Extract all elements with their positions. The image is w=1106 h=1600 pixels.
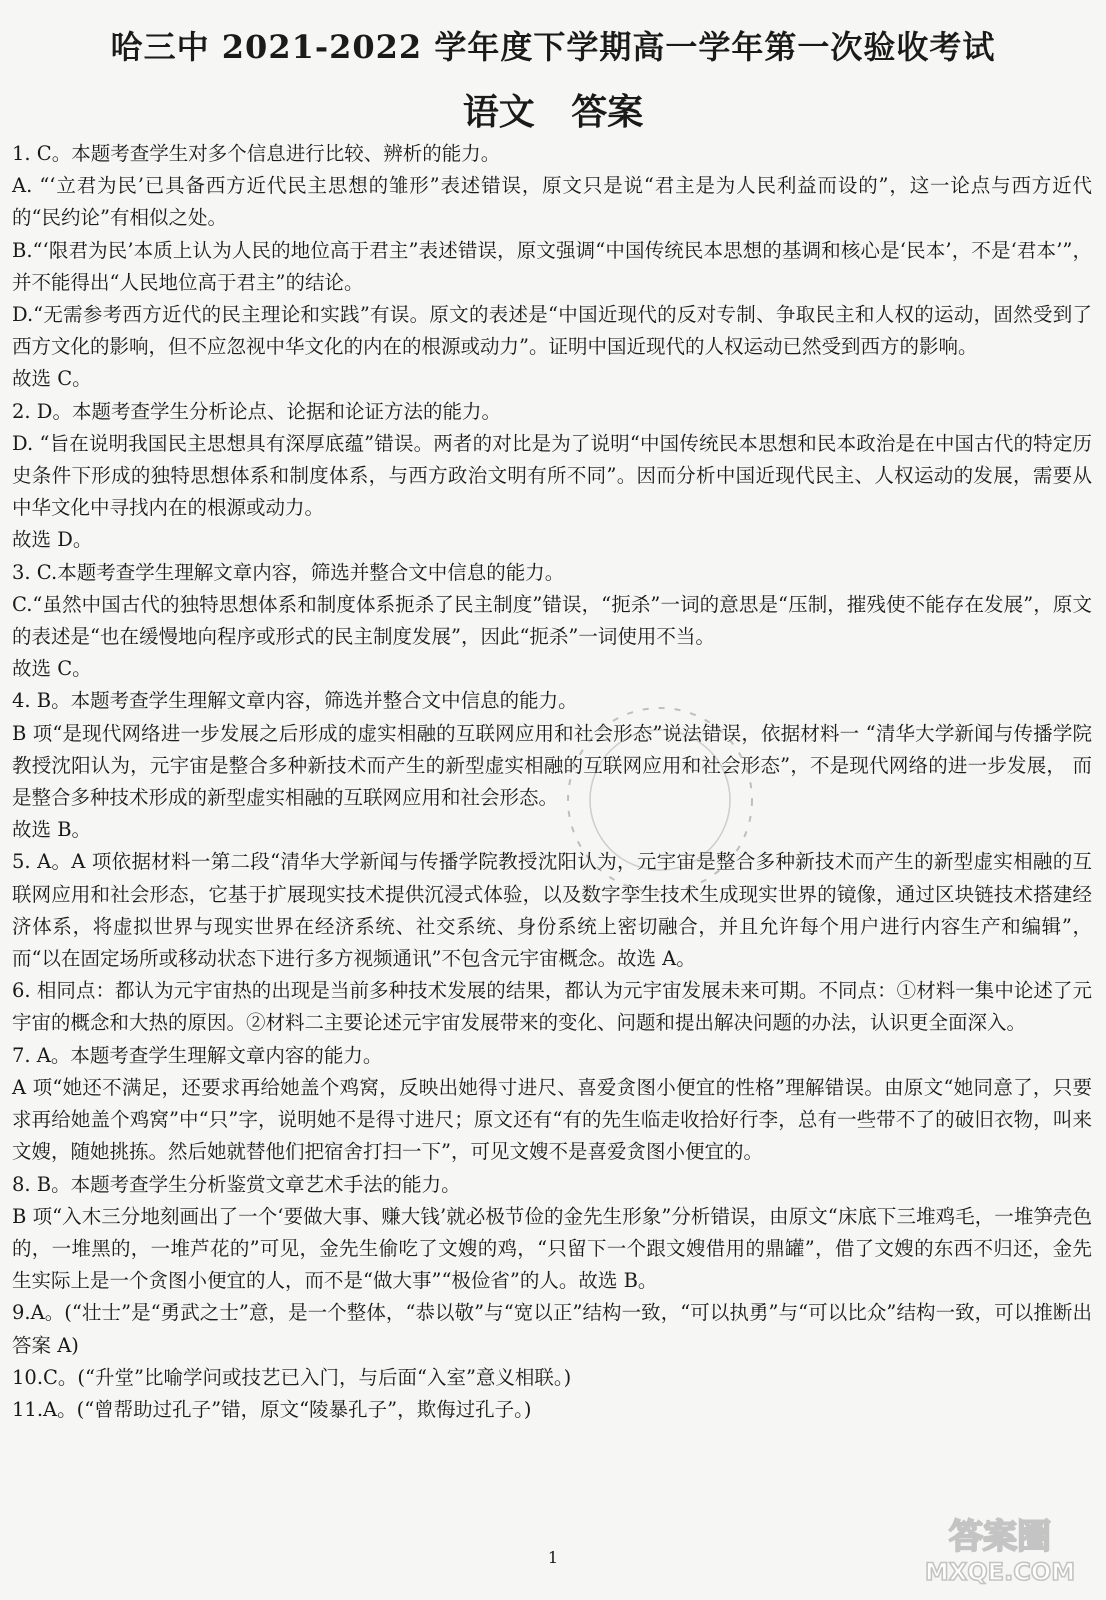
answer-line: 3. C.本题考查学生理解文章内容，筛选并整合文中信息的能力。	[12, 560, 565, 584]
answer-line: 故选 C。	[12, 657, 92, 681]
answer-line: 6. 相同点：都认为元宇宙热的出现是当前多种技术发展的结果，都认为元宇宙发展未来可期。不同点：①材料一集中论述了元宇宙的概念和大热的原因。②材料二主要论述元宇宙发展带来的变化、问题和提出解决问题的办法，认识更全面深入。	[12, 979, 1092, 1035]
page-number: 1	[547, 1548, 559, 1567]
answer-line: 4. B。本题考查学生理解文章内容，筛选并整合文中信息的能力。	[12, 689, 578, 713]
answer-line: 9.A。(“壮士”是“勇武之士”意，是一个整体，“恭以敬”与“宽以正”结构一致，“可以执勇”与“可以比众”结构一致，可以推断出答案 A)	[12, 1301, 1092, 1357]
answer-line: 故选 B。	[12, 818, 92, 842]
answer-line: 1. C。本题考查学生对多个信息进行比较、辨析的能力。	[12, 142, 501, 165]
answer-line: 2. D。本题考查学生分析论点、论据和论证方法的能力。	[12, 399, 501, 423]
answer-line: 5. A。A 项依据材料一第二段“清华大学新闻与传播学院教授沈阳认为，元宇宙是整合多种新技术而产生的新型虚实相融的互联网应用和社会形态，它基于扩展现实技术提供沉浸式体验，以及数字孪生技术生成现实世界的镜像，通过区块链技术搭建经济体系，将虚拟世界与现实世界在经济系统、社交系统、身份系统上密切融合，并且允许每个用户进行内容生产和编辑”，而“以在固定场所或移动状态下进行多方视频通讯”不包含元宇宙概念。故选 A。	[12, 850, 1092, 971]
page-title: 哈三中 2021-2022 学年度下学期高一学年第一次验收考试	[110, 28, 996, 66]
answer-line: 故选 C。	[12, 367, 92, 391]
answer-line: 10.C。(“升堂”比喻学问或技艺已入门，与后面“入室”意义相联。)	[12, 1365, 572, 1389]
answer-line: A. “‘立君为民’已具备西方近代民主思想的雏形”表述错误，原文只是说“君主是为人民利益而设的”，这一论点与西方近代的“民约论”有相似之处。	[12, 174, 1092, 230]
answer-line: 8. B。本题考查学生分析鉴赏文章艺术手法的能力。	[12, 1172, 461, 1196]
answer-line: C.“虽然中国古代的独特思想体系和制度体系扼杀了民主制度”错误，“扼杀”一词的意思是“压制，摧残使不能存在发展”，原文的表述是“也在缓慢地向程序或形式的民主制度发展”，因此“扼杀”一词使用不当。	[12, 592, 1092, 649]
answer-line: A 项“她还不满足，还要求再给她盖个鸡窝，反映出她得寸进尺、喜爱贪图小便宜的性格”理解错误。由原文“她同意了，只要求再给她盖个鸡窝”中“只”字，说明她不是得寸进尺；原文还有“有的先生临走收拾好行李，总有一些带不了的破旧衣物，叫来文嫂，随她挑拣。然后她就替他们把宿舍打扫一下”，可见文嫂不是喜爱贪图小便宜的。	[12, 1075, 1092, 1164]
page-subtitle: 语文 答案	[462, 91, 644, 133]
answer-line: 7. A。本题考查学生理解文章内容的能力。	[12, 1043, 383, 1067]
answer-line: D.“无需参考西方近代的民主理论和实践”有误。原文的表述是“中国近现代的反对专制、争取民主和人权的运动，固然受到了西方文化的影响，但不应忽视中华文化的内在的根源或动力”。证明中国近现代的人权运动已然受到西方的影响。	[12, 303, 1092, 359]
answer-line: 故选 D。	[12, 528, 93, 552]
site-logo	[904, 1506, 1084, 1586]
answer-line: D. “旨在说明我国民主思想具有深厚底蕴”错误。两者的对比是为了说明“中国传统民本思想和民本政治是在中国古代的特定历史条件下形成的独特思想体系和制度体系，与西方政治文明有所不同”。因而分析中国近现代民主、人权运动的发展，需要从中华文化中寻找内在的根源或动力。	[12, 431, 1092, 520]
logo-text-top: 答案圈	[949, 1517, 1051, 1557]
answer-line: B 项“是现代网络进一步发展之后形成的虚实相融的互联网应用和社会形态”说法错误，依据材料一 “清华大学新闻与传播学院教授沈阳认为，元宇宙是整合多种新技术而产生的新型虚实相融的互联网应用和社会形态”，不是现代网络的进一步发展， 而是整合多种技术形成的新型虚实相融的互联网应用和社会形态。	[12, 721, 1092, 810]
logo-text-bottom: MXQE.COM	[924, 1558, 1076, 1586]
answer-line: B.“‘限君为民’本质上认为人民的地位高于君主”表述错误，原文强调“中国传统民本思想的基调和核心是‘民本’，不是‘君本’”，并不能得出“人民地位高于君主”的结论。	[12, 238, 1092, 294]
answer-line: B 项“入木三分地刻画出了一个‘要做大事、赚大钱’就必极节俭的金先生形象”分析错误，由原文“床底下三堆鸡毛，一堆笋壳色的，一堆黑的，一堆芦花的”可见，金先生偷吃了文嫂的鸡，“只留下一个跟文嫂借用的鼎罐”，借了文嫂的东西不归还，金先生实际上是一个贪图小便宜的人，而不是“做大事”“极俭省”的人。故选 B。	[12, 1204, 1092, 1293]
answer-body	[12, 138, 1092, 1426]
answer-line: 11.A。(“曾帮助过孔子”错，原文“陵暴孔子”，欺侮过孔子。)	[12, 1397, 532, 1421]
